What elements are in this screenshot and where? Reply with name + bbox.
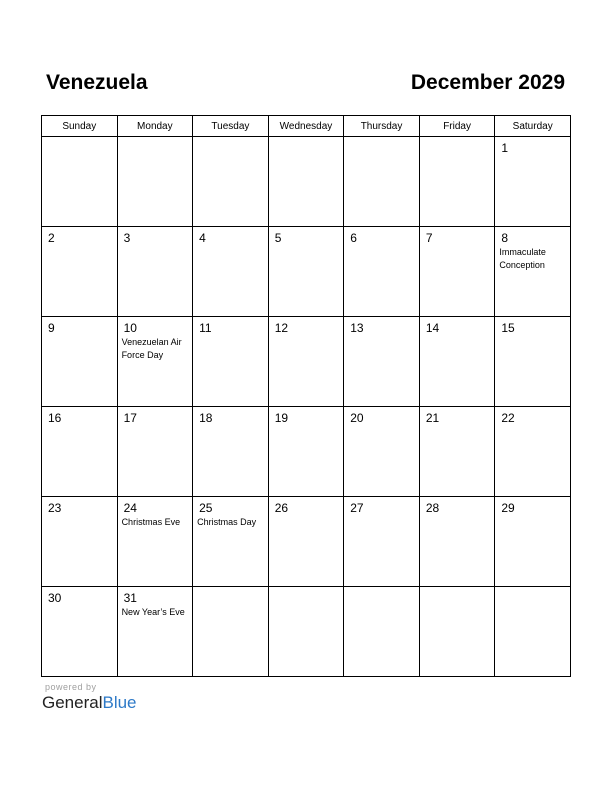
holiday-label (118, 245, 193, 246)
week-row (42, 587, 571, 677)
day-number: 24 (123, 501, 137, 515)
holiday-label (42, 515, 117, 516)
brand-blue-text: Blue (102, 693, 137, 712)
day-number: 15 (501, 321, 515, 335)
day-number: 30 (48, 591, 62, 605)
day-number: 16 (48, 411, 62, 425)
day-cell (495, 407, 571, 497)
weekday-header-row (42, 116, 571, 137)
holiday-label (420, 591, 495, 592)
day-cell (268, 407, 344, 497)
day-number: 18 (199, 411, 213, 425)
holiday-label: Venezuelan Air Force Day (121, 337, 182, 360)
weekday-wednesday: Wednesday (268, 116, 344, 137)
day-number: 13 (350, 321, 364, 335)
weekday-monday: Monday (117, 116, 193, 137)
day-number: 22 (501, 411, 515, 425)
day-number: 25 (199, 501, 213, 515)
holiday-label (193, 591, 268, 592)
day-cell (193, 497, 269, 587)
holiday-label (495, 591, 570, 592)
holiday-label (420, 515, 495, 516)
day-number: 20 (350, 411, 364, 425)
weekday-saturday: Saturday (495, 116, 571, 137)
day-number: 17 (123, 411, 137, 425)
day-cell (344, 137, 420, 227)
holiday-label: Christmas Eve (121, 517, 181, 527)
day-number: 8 (501, 231, 509, 245)
day-number: 28 (425, 501, 440, 515)
day-number: 19 (274, 411, 289, 425)
holiday-label (420, 425, 495, 426)
holiday-label: New Year’s Eve (121, 607, 185, 617)
holiday-label: Immaculate Conception (499, 247, 546, 270)
day-cell (268, 137, 344, 227)
day-number: 27 (350, 501, 364, 515)
holiday-label (344, 425, 419, 426)
day-cell (117, 227, 193, 317)
holiday-label (495, 425, 570, 426)
day-cell (117, 497, 193, 587)
day-number: 4 (199, 231, 206, 245)
day-cell (495, 227, 571, 317)
week-row (42, 407, 571, 497)
holiday-label (193, 425, 268, 426)
holiday-label (269, 245, 344, 246)
holiday-label (495, 155, 570, 156)
day-cell (193, 227, 269, 317)
day-cell (419, 137, 495, 227)
month-title: December 2029 (410, 71, 565, 94)
day-number: 12 (274, 321, 289, 335)
day-cell (495, 317, 571, 407)
day-number: 14 (425, 321, 440, 335)
holiday-label (344, 591, 419, 592)
day-number: 3 (123, 231, 131, 245)
powered-by-text: powered by (45, 682, 97, 692)
day-number: 5 (274, 231, 282, 245)
day-cell (268, 497, 344, 587)
day-cell (495, 137, 571, 227)
day-cell (117, 587, 193, 677)
day-cell (495, 497, 571, 587)
day-number: 11 (199, 321, 212, 335)
holiday-label (344, 245, 419, 246)
holiday-label (42, 605, 117, 606)
day-number: 10 (123, 321, 137, 335)
day-cell (419, 407, 495, 497)
day-cell (42, 227, 118, 317)
day-cell (117, 407, 193, 497)
calendar-grid (41, 115, 571, 677)
day-number: 7 (425, 231, 433, 245)
holiday-label (193, 245, 268, 246)
holiday-label (269, 515, 344, 516)
day-cell (193, 137, 269, 227)
day-cell (42, 137, 118, 227)
day-cell (42, 497, 118, 587)
day-cell (42, 317, 118, 407)
holiday-label (118, 141, 193, 142)
holiday-label (495, 335, 570, 336)
day-cell (419, 587, 495, 677)
holiday-label (344, 515, 419, 516)
day-number: 1 (501, 141, 509, 155)
day-number: 26 (274, 501, 289, 515)
country-title: Venezuela (46, 71, 148, 94)
weekday-thursday: Thursday (344, 116, 420, 137)
day-cell (419, 227, 495, 317)
day-number: 23 (48, 501, 62, 515)
generalblue-logo[interactable] (42, 693, 137, 713)
day-cell (344, 587, 420, 677)
holiday-label (193, 141, 268, 142)
day-cell (268, 587, 344, 677)
brand-general-text: General (42, 693, 103, 712)
weekday-tuesday: Tuesday (193, 116, 269, 137)
holiday-label (344, 335, 419, 336)
day-cell (419, 497, 495, 587)
holiday-label (344, 141, 419, 142)
holiday-label (269, 335, 344, 336)
holiday-label (269, 425, 344, 426)
holiday-label (495, 515, 570, 516)
holiday-label (42, 141, 117, 142)
day-cell (193, 407, 269, 497)
day-number: 2 (48, 231, 55, 245)
holiday-label (42, 425, 117, 426)
week-row (42, 137, 571, 227)
day-cell (117, 317, 193, 407)
day-cell (268, 227, 344, 317)
day-number: 29 (501, 501, 515, 515)
holiday-label (420, 335, 495, 336)
day-cell (42, 587, 118, 677)
day-cell (344, 227, 420, 317)
week-row (42, 317, 571, 407)
day-number: 31 (123, 591, 137, 605)
holiday-label (420, 141, 495, 142)
day-cell (193, 317, 269, 407)
holiday-label (269, 591, 344, 592)
day-cell (344, 317, 420, 407)
day-cell (344, 497, 420, 587)
weekday-friday: Friday (419, 116, 495, 137)
holiday-label (42, 335, 117, 336)
day-cell (495, 587, 571, 677)
week-row (42, 227, 571, 317)
day-cell (117, 137, 193, 227)
holiday-label (193, 335, 268, 336)
holiday-label (420, 245, 495, 246)
day-cell (419, 317, 495, 407)
weekday-sunday: Sunday (42, 116, 118, 137)
day-number: 21 (425, 411, 440, 425)
holiday-label (269, 141, 344, 142)
day-cell (344, 407, 420, 497)
day-cell (268, 317, 344, 407)
holiday-label (42, 245, 117, 246)
holiday-label (118, 425, 193, 426)
day-number: 6 (350, 231, 357, 245)
week-row (42, 497, 571, 587)
day-number: 9 (48, 321, 55, 335)
day-cell (193, 587, 269, 677)
holiday-label: Christmas Day (197, 517, 257, 527)
day-cell (42, 407, 118, 497)
